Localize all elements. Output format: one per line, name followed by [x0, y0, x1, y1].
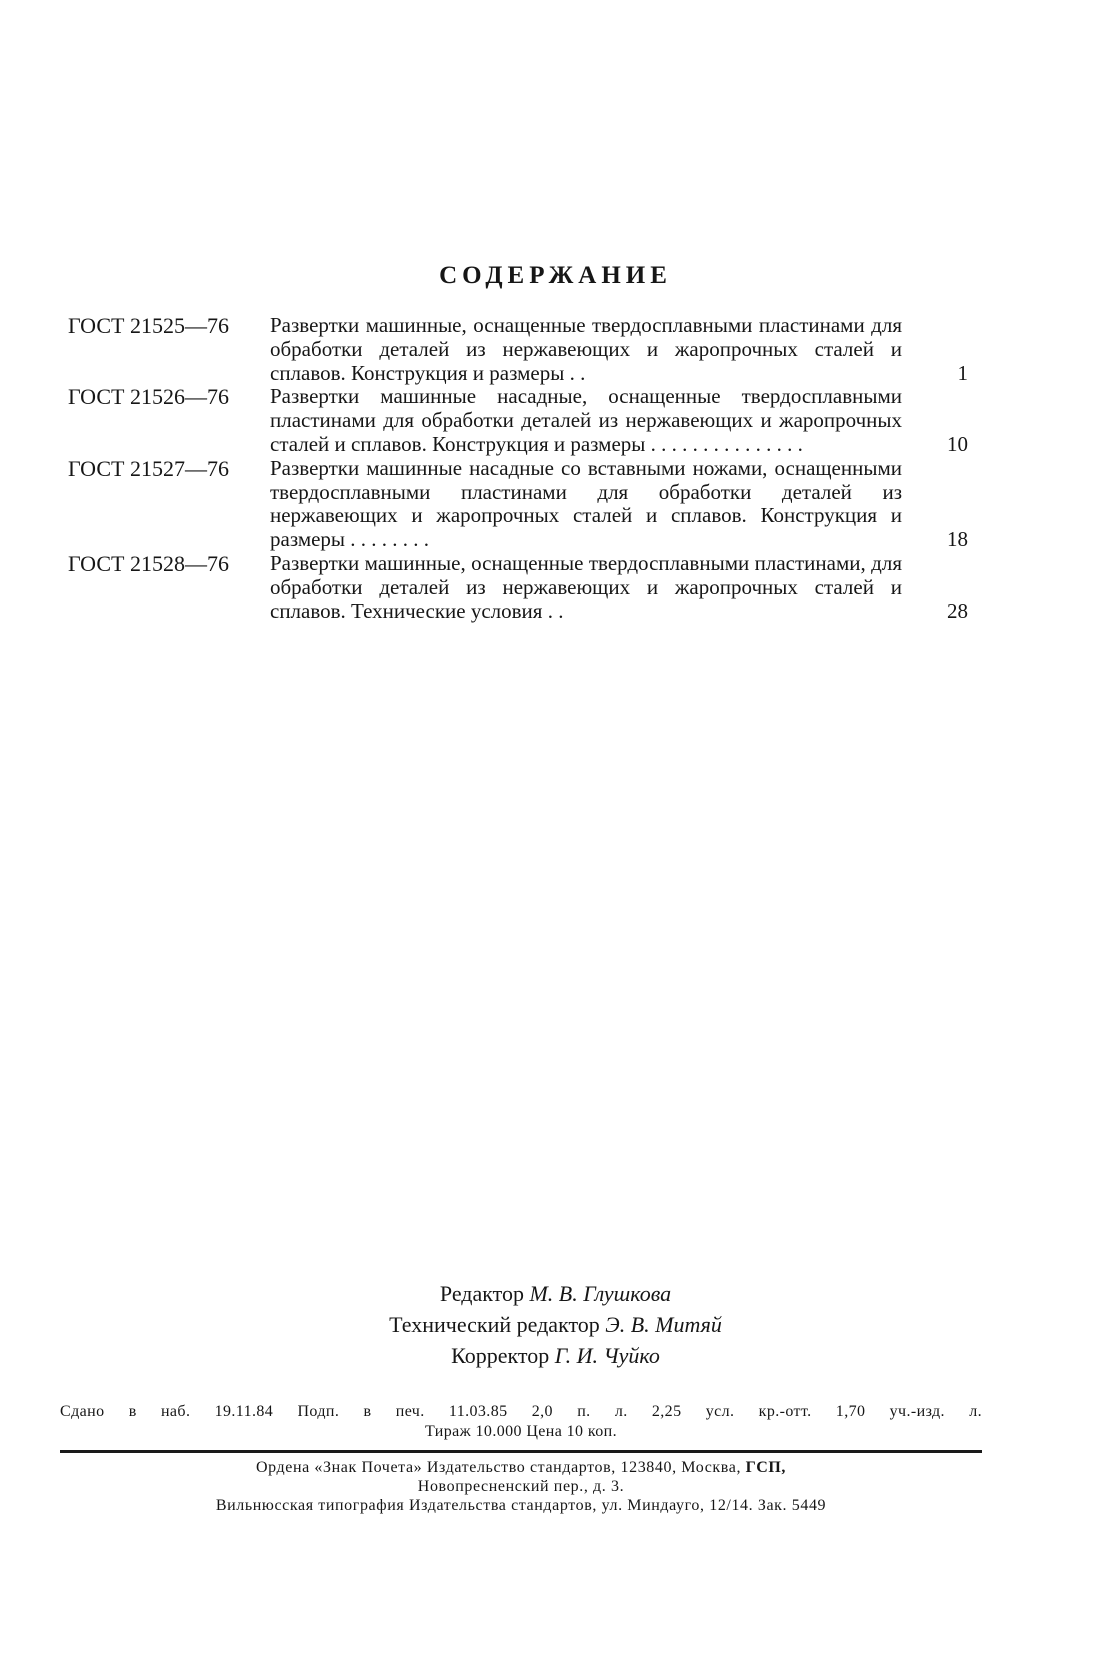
- publisher-line-1: [60, 1458, 982, 1477]
- publisher-line-3: Вильнюсская типография Издательства стандартов, ул. Миндауго, 12/14. Зак. 5449: [215, 1497, 827, 1514]
- imprint-line-2: Тираж 10.000 Цена 10 коп.: [425, 1423, 617, 1440]
- credit-name: М. В. Глушкова: [529, 1281, 672, 1306]
- credits-block: [0, 1278, 1111, 1371]
- credit-editor: [0, 1278, 1111, 1309]
- credit-role: Технический редактор: [389, 1312, 600, 1337]
- toc-entry-code: ГОСТ 21527—76: [68, 455, 229, 481]
- credit-name: Г. И. Чуйко: [554, 1343, 660, 1368]
- toc-entry-title: Развертки машинные насадные со вставными ножами, оснащенными твердосплавными пластинами для обработки деталей из нержавеющих и жаропрочных сталей и сплавов. Конструкция и размеры . . . . . . . .: [270, 455, 902, 552]
- toc-entry-body: [270, 385, 902, 456]
- publisher-line-1-bold: ГСП,: [745, 1459, 787, 1476]
- toc-entry-page: 10: [947, 431, 968, 456]
- toc-entry-title: Развертки машинные насадные, оснащенные твердосплавными пластинами для обработки деталей из нержавеющих и жаропрочных сталей и сплавов. Конструкция и размеры . . . . . . . . . . . . . . .: [270, 384, 902, 456]
- toc-entry-body: [270, 552, 902, 623]
- toc-entry-title: Развертки машинные, оснащенные твердосплавными пластинами для обработки деталей из нержавеющих и жаропрочных сталей и сплавов. Конструкция и размеры . .: [270, 313, 902, 385]
- toc-heading: СОДЕРЖАНИЕ: [439, 262, 672, 289]
- imprint-block: [60, 1402, 982, 1442]
- toc-entry: [68, 385, 968, 456]
- credit-tech-editor: [0, 1309, 1111, 1340]
- imprint-line-1: Сдано в наб. 19.11.84 Подп. в печ. 11.03.85 2,0 п. л. 2,25 усл. кр.-отт. 1,70 уч.-изд. л.: [60, 1403, 982, 1420]
- toc-entry-code: ГОСТ 21525—76: [68, 313, 229, 338]
- toc-entry: [68, 457, 968, 552]
- toc-entry-title: Развертки машинные, оснащенные твердосплавными пластинами, для обработки деталей из нержавеющих и жаропрочных сталей и сплавов. Технические условия . .: [270, 550, 902, 623]
- credit-proofreader: [0, 1340, 1111, 1371]
- publisher-line-1-text: Ордена «Знак Почета» Издательство стандартов, 123840, Москва,: [255, 1459, 742, 1476]
- toc-entry: [68, 552, 968, 623]
- toc-entry-code: ГОСТ 21526—76: [68, 384, 229, 410]
- credit-name: Э. В. Митяй: [605, 1312, 722, 1337]
- credit-role: Корректор: [451, 1343, 550, 1368]
- divider-rule: [60, 1450, 982, 1453]
- toc-entry-body: [270, 314, 902, 385]
- publisher-line-2: Новопресненский пер., д. 3.: [417, 1478, 625, 1495]
- table-of-contents: [68, 314, 968, 623]
- toc-entry-page: 28: [947, 598, 968, 623]
- publisher-block: [60, 1458, 982, 1515]
- toc-entry-body: [270, 457, 902, 552]
- credit-role: Редактор: [439, 1281, 524, 1306]
- toc-entry: [68, 314, 968, 385]
- toc-entry-code: ГОСТ 21528—76: [68, 550, 229, 576]
- toc-entry-page: 18: [947, 527, 968, 552]
- toc-entry-page: 1: [957, 360, 968, 385]
